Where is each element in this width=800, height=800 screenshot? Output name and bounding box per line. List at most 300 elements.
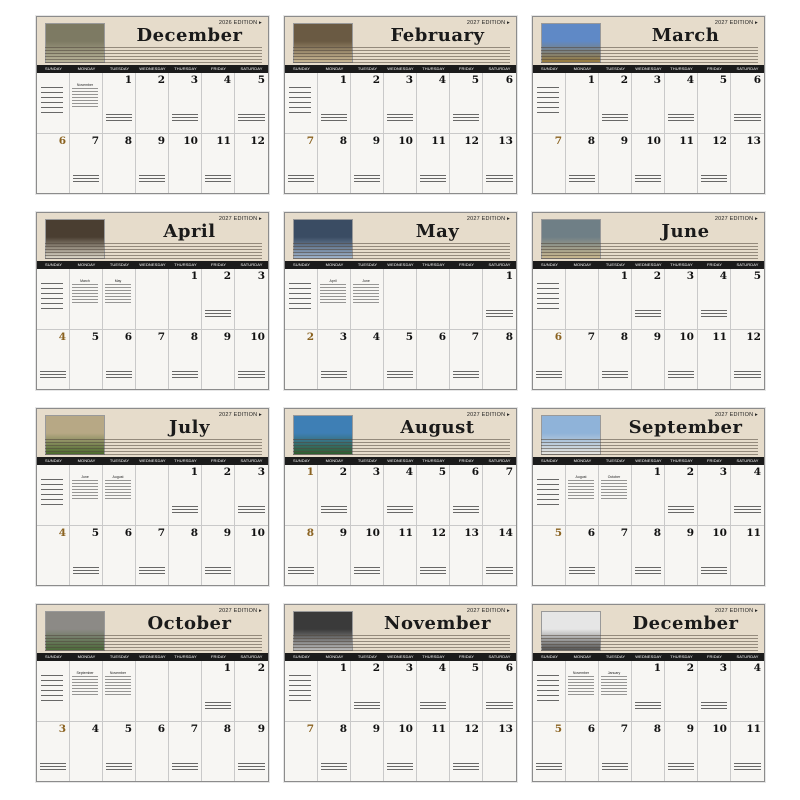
day-cell xyxy=(235,134,268,194)
day-number: 2 xyxy=(686,466,694,478)
day-number: 1 xyxy=(653,662,661,674)
day-cell xyxy=(450,269,483,330)
day-cell xyxy=(632,722,665,782)
day-note xyxy=(321,114,347,123)
day-number: 9 xyxy=(339,527,347,539)
weekday-label: SATURDAY xyxy=(240,458,263,463)
day-note xyxy=(536,371,562,380)
day-number: 12 xyxy=(250,135,265,147)
weekday-label: WEDNESDAY xyxy=(387,654,414,659)
day-grid xyxy=(37,465,268,586)
weekday-label: THURSDAY xyxy=(174,458,197,463)
weekday-label: WEDNESDAY xyxy=(139,262,166,267)
month-description xyxy=(541,635,758,651)
day-number: 7 xyxy=(554,135,562,147)
weekday-bar xyxy=(37,457,268,465)
edition-label: 2027 EDITION ▸ xyxy=(466,608,510,614)
day-cell xyxy=(599,465,632,526)
holiday-list xyxy=(41,479,63,507)
weekday-label: WEDNESDAY xyxy=(635,262,662,267)
mini-calendar xyxy=(72,671,98,696)
day-cell xyxy=(665,73,698,134)
day-number: 3 xyxy=(372,466,380,478)
day-cell xyxy=(103,134,136,194)
month-title: December xyxy=(632,613,739,634)
holiday-list xyxy=(41,283,63,311)
day-note xyxy=(420,702,446,711)
day-number: 5 xyxy=(405,331,413,343)
day-cell xyxy=(169,722,202,782)
weekday-label: WEDNESDAY xyxy=(387,66,414,71)
day-cell xyxy=(70,330,103,390)
holiday-list xyxy=(289,283,311,311)
day-cell xyxy=(285,465,318,526)
day-grid xyxy=(37,269,268,390)
day-number: 5 xyxy=(257,74,265,86)
month-description xyxy=(293,47,510,63)
weekday-label: MONDAY xyxy=(573,262,592,267)
day-cell xyxy=(70,661,103,722)
day-cell xyxy=(698,269,731,330)
day-cell xyxy=(483,73,516,134)
day-cell xyxy=(136,134,169,194)
page-header xyxy=(37,605,268,653)
calendar-page xyxy=(532,604,765,782)
day-number: 5 xyxy=(554,527,562,539)
day-number: 10 xyxy=(250,331,265,343)
calendar-page xyxy=(36,604,269,782)
day-cell xyxy=(483,465,516,526)
weekday-label: WEDNESDAY xyxy=(635,458,662,463)
day-number: 12 xyxy=(712,135,727,147)
holiday-list xyxy=(537,283,559,311)
mini-calendar-days xyxy=(568,676,594,696)
day-number: 2 xyxy=(306,331,314,343)
month-description xyxy=(293,439,510,455)
mini-calendar xyxy=(72,279,98,304)
day-cell xyxy=(37,526,70,586)
day-number: 9 xyxy=(223,331,231,343)
day-number: 4 xyxy=(438,74,446,86)
page-header xyxy=(37,409,268,457)
day-number: 7 xyxy=(190,723,198,735)
day-number: 4 xyxy=(753,662,761,674)
month-description xyxy=(541,439,758,455)
day-cell xyxy=(318,526,351,586)
page-header xyxy=(533,213,764,261)
day-note xyxy=(238,114,265,123)
weekday-label: FRIDAY xyxy=(459,262,474,267)
page-header xyxy=(285,17,516,65)
day-number: 9 xyxy=(157,135,165,147)
holiday-list xyxy=(289,675,311,703)
day-number: 3 xyxy=(719,466,727,478)
day-cell xyxy=(450,134,483,194)
day-number: 2 xyxy=(157,74,165,86)
day-cell xyxy=(731,73,764,134)
edition-label: 2027 EDITION ▸ xyxy=(714,20,758,26)
day-cell xyxy=(417,269,450,330)
day-cell xyxy=(285,73,318,134)
day-cell xyxy=(384,330,417,390)
day-number: 13 xyxy=(746,135,761,147)
mini-calendar-title: November xyxy=(109,671,127,675)
weekday-label: MONDAY xyxy=(77,262,96,267)
day-cell xyxy=(285,722,318,782)
day-grid xyxy=(285,465,516,586)
day-number: 8 xyxy=(339,723,347,735)
day-cell xyxy=(235,73,268,134)
day-note xyxy=(602,114,628,123)
day-cell xyxy=(136,526,169,586)
month-description xyxy=(45,635,262,651)
day-note xyxy=(387,114,413,123)
weekday-label: MONDAY xyxy=(77,66,96,71)
day-note xyxy=(668,371,694,380)
weekday-label: TUESDAY xyxy=(357,654,378,659)
day-note xyxy=(205,175,231,184)
mini-calendar-title: November xyxy=(76,83,94,87)
day-grid xyxy=(533,465,764,586)
day-number: 3 xyxy=(190,74,198,86)
day-note xyxy=(139,175,165,184)
day-number: 10 xyxy=(183,135,198,147)
day-number: 3 xyxy=(257,466,265,478)
day-cell xyxy=(450,661,483,722)
mini-calendar-days xyxy=(105,676,131,696)
day-number: 1 xyxy=(190,270,198,282)
day-cell xyxy=(351,134,384,194)
day-cell xyxy=(417,661,450,722)
day-number: 2 xyxy=(372,74,380,86)
day-number: 8 xyxy=(505,331,513,343)
day-number: 1 xyxy=(190,466,198,478)
weekday-label: SUNDAY xyxy=(45,654,62,659)
day-number: 4 xyxy=(372,331,380,343)
mini-calendar-days xyxy=(105,284,131,304)
day-number: 2 xyxy=(257,662,265,674)
edition-label: 2027 EDITION ▸ xyxy=(466,20,510,26)
mini-calendar xyxy=(601,475,627,500)
day-cell xyxy=(318,661,351,722)
day-number: 10 xyxy=(646,135,661,147)
day-cell xyxy=(698,526,731,586)
day-number: 11 xyxy=(712,331,727,343)
day-cell xyxy=(351,73,384,134)
day-number: 8 xyxy=(587,135,595,147)
day-cell xyxy=(698,73,731,134)
mini-calendar xyxy=(72,83,98,108)
day-cell xyxy=(483,134,516,194)
day-cell xyxy=(450,73,483,134)
day-number: 11 xyxy=(746,723,761,735)
day-number: 11 xyxy=(746,527,761,539)
day-cell xyxy=(235,661,268,722)
day-number: 6 xyxy=(58,135,66,147)
day-note xyxy=(172,763,198,772)
day-cell xyxy=(417,134,450,194)
mini-calendar xyxy=(72,475,98,500)
day-number: 3 xyxy=(405,74,413,86)
edition-label: 2027 EDITION ▸ xyxy=(218,608,262,614)
day-number: 6 xyxy=(505,662,513,674)
weekday-label: MONDAY xyxy=(573,66,592,71)
day-number: 4 xyxy=(223,74,231,86)
calendar-page xyxy=(284,16,517,194)
weekday-label: FRIDAY xyxy=(459,66,474,71)
day-cell xyxy=(599,661,632,722)
day-cell xyxy=(318,722,351,782)
day-number: 7 xyxy=(620,723,628,735)
day-number: 7 xyxy=(620,527,628,539)
day-cell xyxy=(351,330,384,390)
day-number: 1 xyxy=(223,662,231,674)
day-number: 12 xyxy=(464,723,479,735)
weekday-label: FRIDAY xyxy=(211,458,226,463)
month-description xyxy=(45,243,262,259)
weekday-label: SATURDAY xyxy=(240,262,263,267)
mini-calendar-title: May xyxy=(114,279,122,283)
day-number: 9 xyxy=(686,527,694,539)
weekday-label: MONDAY xyxy=(77,654,96,659)
day-cell xyxy=(136,73,169,134)
mini-calendar-days xyxy=(105,480,131,500)
weekday-bar xyxy=(285,653,516,661)
day-number: 6 xyxy=(438,331,446,343)
day-cell xyxy=(731,661,764,722)
month-title: March xyxy=(651,25,720,46)
day-cell xyxy=(202,330,235,390)
day-number: 4 xyxy=(58,527,66,539)
calendar-page xyxy=(36,212,269,390)
day-number: 6 xyxy=(471,466,479,478)
day-number: 3 xyxy=(719,662,727,674)
day-cell xyxy=(566,330,599,390)
day-note xyxy=(106,371,132,380)
day-cell xyxy=(698,330,731,390)
day-cell xyxy=(731,722,764,782)
day-cell xyxy=(202,465,235,526)
day-cell xyxy=(566,269,599,330)
day-cell xyxy=(136,722,169,782)
day-number: 7 xyxy=(157,331,165,343)
day-cell xyxy=(169,465,202,526)
mini-calendar-days xyxy=(353,284,379,304)
mini-calendar xyxy=(105,279,131,304)
day-note xyxy=(321,506,347,515)
day-note xyxy=(40,371,66,380)
weekday-label: WEDNESDAY xyxy=(635,66,662,71)
page-header xyxy=(37,17,268,65)
holiday-list xyxy=(41,675,63,703)
day-cell xyxy=(136,661,169,722)
day-cell xyxy=(599,134,632,194)
day-number: 7 xyxy=(306,723,314,735)
day-cell xyxy=(566,722,599,782)
day-grid xyxy=(533,73,764,194)
day-number: 1 xyxy=(306,466,314,478)
day-note xyxy=(73,567,99,576)
day-cell xyxy=(70,73,103,134)
day-cell xyxy=(417,330,450,390)
day-cell xyxy=(351,465,384,526)
day-note xyxy=(205,567,231,576)
day-cell xyxy=(698,134,731,194)
calendar-page xyxy=(284,408,517,586)
day-number: 7 xyxy=(91,135,99,147)
day-number: 2 xyxy=(620,74,628,86)
day-cell xyxy=(351,722,384,782)
day-note xyxy=(668,763,694,772)
day-note xyxy=(635,175,661,184)
day-cell xyxy=(450,465,483,526)
day-note xyxy=(635,567,661,576)
day-grid xyxy=(533,661,764,782)
day-number: 12 xyxy=(431,527,446,539)
day-number: 3 xyxy=(653,74,661,86)
day-number: 2 xyxy=(339,466,347,478)
day-cell xyxy=(599,73,632,134)
day-note xyxy=(288,175,314,184)
day-note xyxy=(172,371,198,380)
month-title: June xyxy=(661,221,710,242)
weekday-bar xyxy=(533,457,764,465)
day-note xyxy=(569,175,595,184)
month-title: February xyxy=(390,25,485,46)
weekday-label: TUESDAY xyxy=(109,66,130,71)
day-cell xyxy=(103,73,136,134)
day-note xyxy=(486,567,513,576)
day-cell xyxy=(103,526,136,586)
weekday-label: SATURDAY xyxy=(240,66,263,71)
day-number: 9 xyxy=(223,527,231,539)
day-note xyxy=(701,702,727,711)
day-cell xyxy=(103,722,136,782)
holiday-list xyxy=(537,87,559,115)
day-cell xyxy=(37,661,70,722)
day-grid xyxy=(37,73,268,194)
month-title: November xyxy=(384,613,491,634)
mini-calendar-title: April xyxy=(329,279,337,283)
day-cell xyxy=(37,465,70,526)
day-cell xyxy=(202,661,235,722)
weekday-bar xyxy=(37,261,268,269)
day-cell xyxy=(70,134,103,194)
month-description xyxy=(293,635,510,651)
weekday-label: FRIDAY xyxy=(211,654,226,659)
day-number: 8 xyxy=(223,723,231,735)
day-note xyxy=(40,763,66,772)
day-number: 3 xyxy=(58,723,66,735)
day-cell xyxy=(450,526,483,586)
day-number: 5 xyxy=(91,527,99,539)
day-cell xyxy=(533,722,566,782)
mini-calendar-title: September xyxy=(76,671,94,675)
month-description xyxy=(45,439,262,455)
month-description xyxy=(541,47,758,63)
weekday-label: FRIDAY xyxy=(707,458,722,463)
weekday-label: SUNDAY xyxy=(45,66,62,71)
day-number: 1 xyxy=(587,74,595,86)
day-note xyxy=(569,567,595,576)
calendar-page xyxy=(284,212,517,390)
weekday-label: FRIDAY xyxy=(459,654,474,659)
day-cell xyxy=(70,722,103,782)
day-note xyxy=(701,567,727,576)
weekday-bar xyxy=(285,457,516,465)
weekday-bar xyxy=(285,65,516,73)
day-number: 8 xyxy=(124,135,132,147)
day-cell xyxy=(136,269,169,330)
day-number: 1 xyxy=(653,466,661,478)
weekday-label: SATURDAY xyxy=(736,654,759,659)
day-grid xyxy=(285,661,516,782)
weekday-bar xyxy=(37,653,268,661)
day-number: 5 xyxy=(438,466,446,478)
day-cell xyxy=(533,661,566,722)
day-note xyxy=(536,763,562,772)
weekday-bar xyxy=(533,653,764,661)
weekday-label: THURSDAY xyxy=(670,654,693,659)
day-cell xyxy=(599,269,632,330)
weekday-label: SUNDAY xyxy=(541,262,558,267)
day-number: 8 xyxy=(306,527,314,539)
day-number: 6 xyxy=(587,723,595,735)
day-number: 13 xyxy=(464,527,479,539)
day-note xyxy=(701,175,727,184)
day-number: 4 xyxy=(58,331,66,343)
day-number: 2 xyxy=(223,466,231,478)
day-number: 7 xyxy=(471,331,479,343)
day-cell xyxy=(599,526,632,586)
day-number: 9 xyxy=(653,331,661,343)
day-note xyxy=(635,702,661,711)
day-cell xyxy=(632,269,665,330)
weekday-label: THURSDAY xyxy=(670,458,693,463)
month-title: October xyxy=(147,613,232,634)
weekday-label: SUNDAY xyxy=(45,458,62,463)
mini-calendar-title: August xyxy=(112,475,124,479)
weekday-label: MONDAY xyxy=(325,262,344,267)
day-cell xyxy=(37,269,70,330)
month-title: August xyxy=(400,417,475,438)
day-grid xyxy=(37,661,268,782)
weekday-label: TUESDAY xyxy=(605,458,626,463)
weekday-label: SUNDAY xyxy=(541,654,558,659)
edition-label: 2027 EDITION ▸ xyxy=(466,412,510,418)
edition-label: 2027 EDITION ▸ xyxy=(714,608,758,614)
calendar-page xyxy=(284,604,517,782)
mini-calendar xyxy=(320,279,346,304)
day-cell xyxy=(169,73,202,134)
edition-label: 2027 EDITION ▸ xyxy=(714,412,758,418)
day-cell xyxy=(665,134,698,194)
day-cell xyxy=(285,526,318,586)
weekday-label: THURSDAY xyxy=(422,458,445,463)
day-number: 3 xyxy=(257,270,265,282)
weekday-bar xyxy=(533,261,764,269)
day-number: 9 xyxy=(257,723,265,735)
day-number: 10 xyxy=(365,527,380,539)
weekday-label: FRIDAY xyxy=(459,458,474,463)
weekday-label: SATURDAY xyxy=(488,66,511,71)
day-cell xyxy=(566,526,599,586)
day-cell xyxy=(285,269,318,330)
weekday-label: SUNDAY xyxy=(293,458,310,463)
page-header xyxy=(533,409,764,457)
month-description xyxy=(45,47,262,63)
mini-calendar-title: March xyxy=(80,279,90,283)
